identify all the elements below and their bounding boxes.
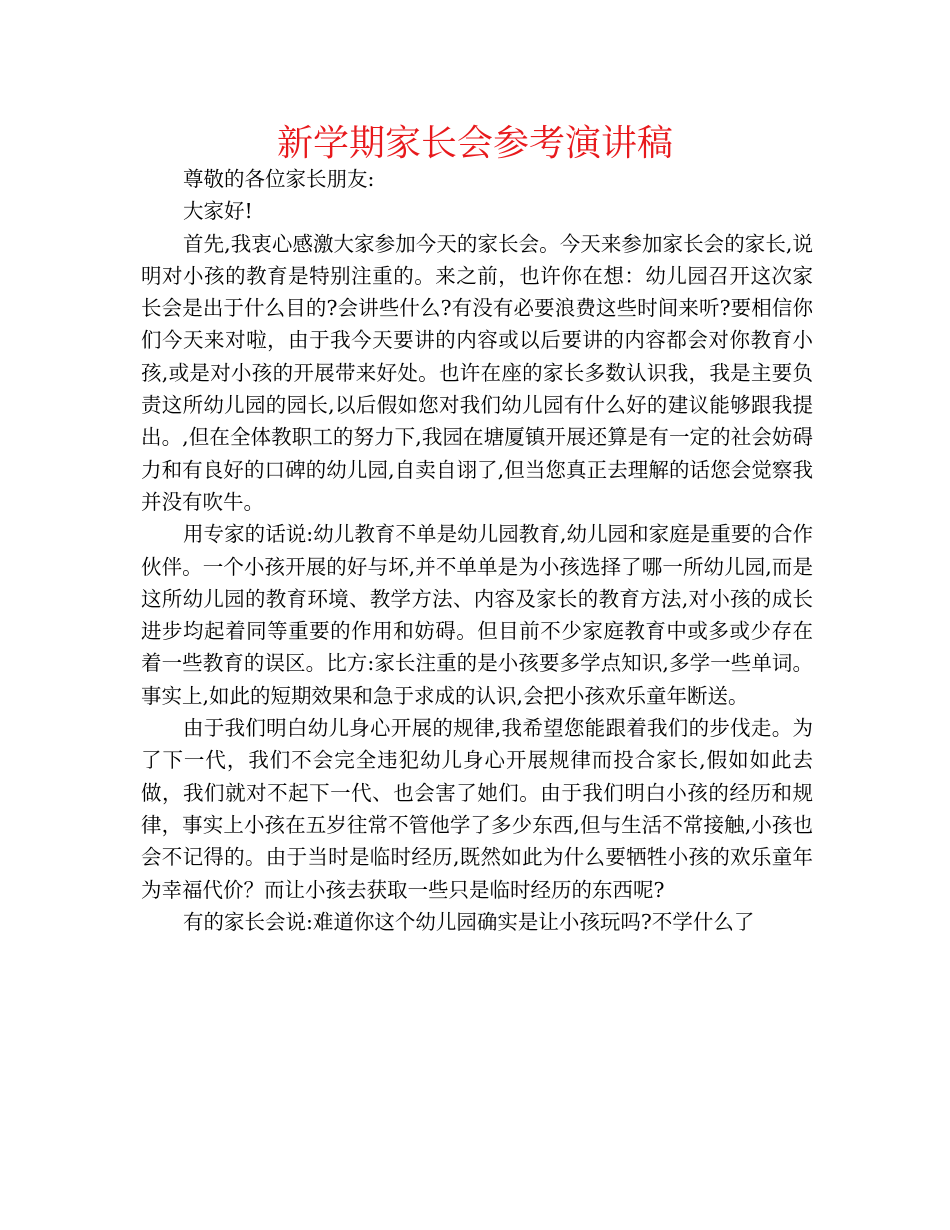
body-paragraph: 有的家长会说:难道你这个幼儿园确实是让小孩玩吗?不学什么了 — [183, 909, 755, 934]
body-paragraph: 由于我们明白幼儿身心开展的规律,我希望您能跟着我们的步伐走。为了下一代，我们不会完全违犯幼儿身心开展规律而投合家长,假如如此去做，我们就对不起下一代、也会害了她们。由于我们明白小孩的经历和规律，事实上小孩在五岁往常不管他学了多少东西,但与生活不常接触,小孩也会不记得的。由于当时是临时经历,既然如此为什么要牺牲小孩的欢乐童年为幸福代价？而让小孩去获取一些只是临时经历的东西呢? — [141, 716, 813, 902]
hello-paragraph: 大家好! — [183, 199, 253, 224]
document-body — [141, 163, 813, 938]
body-paragraph: 用专家的话说:幼儿教育不单是幼儿园教育,幼儿园和家庭是重要的合作伙伴。一个小孩开展的好与坏,并不单单是为小孩选择了哪一所幼儿园,而是这所幼儿园的教育环境、教学方法、内容及家长的教育方法,对小孩的成长进步均起着同等重要的作用和妨碍。但目前不少家庭教育中或多或少存在着一些教育的误区。比方:家长注重的是小孩要多学点知识,多学一些单词。事实上,如此的短期效果和急于求成的认识,会把小孩欢乐童年断送。 — [141, 522, 813, 708]
body-paragraph: 首先,我衷心感激大家参加今天的家长会。今天来参加家长会的家长,说明对小孩的教育是特别注重的。来之前，也许你在想：幼儿园召开这次家长会是出于什么目的?会讲些什么?有没有必要浪费这些时间来听?要相信你们今天来对啦，由于我今天要讲的内容或以后要讲的内容都会对你教育小孩,或是对小孩的开展带来好处。也许在座的家长多数认识我，我是主要负责这所幼儿园的园长,以后假如您对我们幼儿园有什么好的建议能够跟我提出。,但在全体教职工的努力下,我园在塘厦镇开展还算是有一定的社会妨碍力和有良好的口碑的幼儿园,自卖自诩了,但当您真正去理解的话您会觉察我并没有吹牛。 — [141, 231, 813, 514]
greeting-paragraph: 尊敬的各位家长朋友: — [183, 167, 375, 191]
document-title: 新学期家长会参考演讲稿 — [276, 123, 673, 164]
